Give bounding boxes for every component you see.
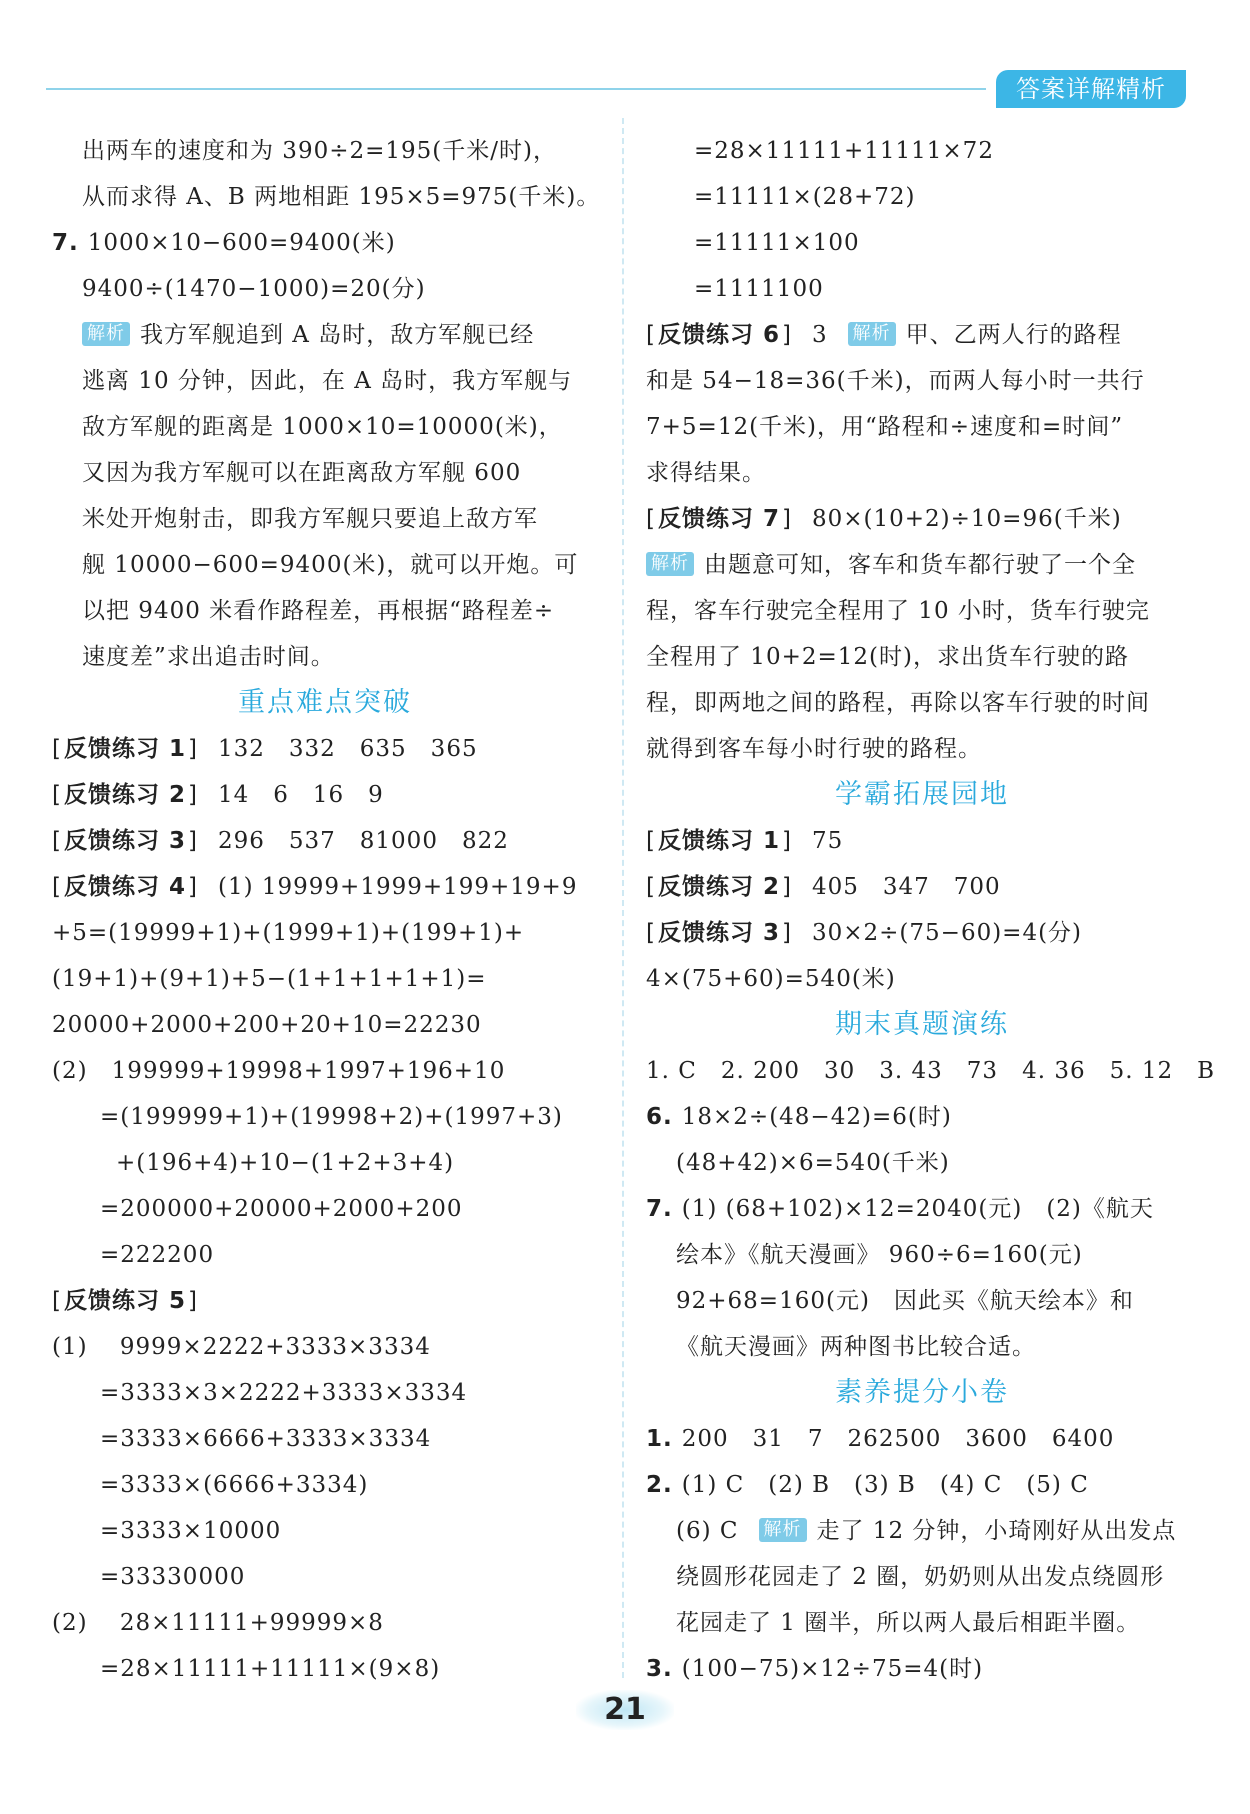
feedback-line [52,772,598,818]
text-line: (19+1)+(9+1)+5−(1+1+1+1+1)= [52,966,487,992]
left-column [52,128,601,1692]
feedback-answer: 75 [811,828,844,854]
analysis-text: 走了 12 分钟，小琦刚好从出发点 [816,1518,1177,1544]
text-line [52,220,598,266]
feedback-line [646,496,1198,542]
text-line: 出两车的速度和为 390÷2=195(千米/时)， [82,138,557,164]
text-line: =28×11111+11111×72 [694,138,994,164]
header-rule [46,88,986,90]
text-line: =11111×(28+72) [694,184,916,210]
feedback-answer: (1) 19999+1999+199+19+9 [217,874,578,900]
feedback-label: [ 反馈练习 3 ] [52,828,198,854]
text-line: 《航天漫画》两种图书比较合适。 [676,1334,1036,1360]
feedback-label: [ 反馈练习 4 ] [52,874,198,900]
feedback-answer: 30×2÷(75−60)=4(分) [811,920,1083,946]
text-line: =3333×(6666+3334) [100,1472,369,1498]
text-line: 绘本》《航天漫画》 960÷6=160(元) [676,1242,1083,1268]
item-number: 7. [52,230,88,256]
text-line: 米处开炮射击，即我方军舰只要追上敌方军 [82,506,538,532]
feedback-line [52,726,598,772]
text-line: 就得到客车每小时行驶的路程。 [646,736,982,762]
text-line: =3333×6666+3333×3334 [100,1426,432,1452]
item-number: 7. [646,1196,682,1222]
page-number: 21 [576,1690,674,1730]
text-line: 4×(75+60)=540(米) [646,966,896,992]
item-text: 1000×10−600=9400(米) [87,230,396,256]
text-line: =3333×3×2222+3333×3334 [100,1380,468,1406]
text-line [646,1508,1198,1554]
feedback-line [646,818,1198,864]
text-line: 求得结果。 [646,460,766,486]
text-line: 程，即两地之间的路程，再除以客车行驶的时间 [646,690,1150,716]
analysis-tag: 解析 [82,322,130,346]
text-line: 速度差”求出追击时间。 [82,644,335,670]
text-line [52,312,598,358]
text-line: 又因为我方军舰可以在距离敌方军舰 600 [82,460,522,486]
item-text: 18×2÷(48−42)=6(时) [681,1104,952,1130]
text-line: 以把 9400 米看作路程差，再根据“路程差÷ [82,598,555,624]
text-line: 20000+2000+200+20+10=22230 [52,1012,482,1038]
answer-text: (6) C [676,1518,739,1544]
text-line: +(196+4)+10−(1+2+3+4) [116,1150,455,1176]
feedback-label: [ 反馈练习 7 ] [646,506,792,532]
item-number: 1. [646,1426,682,1452]
text-line: 从而求得 A、B 两地相距 195×5=975(千米)。 [82,184,601,210]
text-line: (2) 28×11111+99999×8 [52,1610,384,1636]
text-line [646,1646,1198,1692]
text-line [646,1416,1198,1462]
feedback-line [52,818,598,864]
feedback-line [646,864,1198,910]
feedback-line [646,312,1198,358]
text-line: =(199999+1)+(19998+2)+(1997+3) [100,1104,563,1130]
text-line: 程，客车行驶完全程用了 10 小时，货车行驶完 [646,598,1150,624]
header-tab: 答案详解精析 [996,70,1186,108]
text-line: +5=(19999+1)+(1999+1)+(199+1)+ [52,920,525,946]
text-line: (48+42)×6=540(千米) [676,1150,950,1176]
analysis-text: 我方军舰追到 A 岛时，敌方军舰已经 [140,322,535,348]
text-line: 7+5=12(千米)，用“路程和÷速度和=时间” [646,414,1124,440]
text-line: =11111×100 [694,230,860,256]
text-line: 全程用了 10+2=12(时)，求出货车行驶的路 [646,644,1129,670]
item-text: 200 31 7 262500 3600 6400 [681,1426,1115,1452]
feedback-line [52,864,598,910]
text-line: 绕圆形花园走了 2 圈，奶奶则从出发点绕圆形 [676,1564,1165,1590]
column-divider [622,118,624,1678]
text-line [646,1186,1198,1232]
analysis-tag: 解析 [759,1518,807,1542]
text-line: =1111100 [694,276,824,302]
text-line: =200000+20000+2000+200 [100,1196,463,1222]
item-text: (100−75)×12÷75=4(时) [681,1656,984,1682]
text-line: 1. C 2. 200 30 3. 43 73 4. 36 5. 12 B [646,1058,1216,1084]
feedback-answer: 80×(10+2)÷10=96(千米) [811,506,1122,532]
section-heading: 学霸拓展园地 [835,779,1009,810]
feedback-label: [ 反馈练习 2 ] [646,874,792,900]
text-line: (1) 9999×2222+3333×3334 [52,1334,431,1360]
feedback-line [52,1278,598,1324]
item-text: (1) C (2) B (3) B (4) C (5) C [681,1472,1089,1498]
feedback-label: [ 反馈练习 3 ] [646,920,792,946]
analysis-text: 甲、乙两人行的路程 [905,322,1122,348]
text-line: 花园走了 1 圈半，所以两人最后相距半圈。 [676,1610,1141,1636]
text-line: 舰 10000−600=9400(米)，就可以开炮。可 [82,552,579,578]
text-line [646,542,1198,588]
text-line [646,1094,1198,1140]
feedback-line [646,910,1198,956]
feedback-answer: 3 [811,322,828,348]
item-number: 6. [646,1104,682,1130]
feedback-answer: 14 6 16 9 [217,782,384,808]
analysis-tag: 解析 [848,322,896,346]
item-number: 2. [646,1472,682,1498]
feedback-label: [ 反馈练习 1 ] [52,736,198,762]
feedback-label: [ 反馈练习 5 ] [52,1288,198,1314]
text-line: =33330000 [100,1564,246,1590]
text-line: 92+68=160(元) 因此买《航天绘本》和 [676,1288,1134,1314]
text-line: =222200 [100,1242,215,1268]
feedback-answer: 132 332 635 365 [217,736,478,762]
feedback-answer: 405 347 700 [811,874,1001,900]
item-number: 3. [646,1656,682,1682]
feedback-label: [ 反馈练习 1 ] [646,828,792,854]
text-line: 逃离 10 分钟，因此，在 A 岛时，我方军舰与 [82,368,573,394]
analysis-text: 由题意可知，客车和货车都行驶了一个全 [704,552,1136,578]
section-heading: 素养提分小卷 [835,1377,1009,1408]
feedback-answer: 296 537 81000 822 [217,828,509,854]
text-line: =3333×10000 [100,1518,282,1544]
text-line: 和是 54−18=36(千米)，而两人每小时一共行 [646,368,1145,394]
section-heading: 重点难点突破 [238,687,412,718]
section-heading: 期末真题演练 [835,1009,1009,1040]
analysis-tag: 解析 [646,552,694,576]
feedback-label: [ 反馈练习 6 ] [646,322,792,348]
text-line [646,1462,1198,1508]
text-line: =28×11111+11111×(9×8) [100,1656,441,1682]
item-text: (1) (68+102)×12=2040(元) (2)《航天 [681,1196,1154,1222]
text-line: (2) 199999+19998+1997+196+10 [52,1058,506,1084]
right-column [646,128,1216,1692]
text-line: 9400÷(1470−1000)=20(分) [82,276,426,302]
text-line: 敌方军舰的距离是 1000×10=10000(米)， [82,414,563,440]
feedback-label: [ 反馈练习 2 ] [52,782,198,808]
